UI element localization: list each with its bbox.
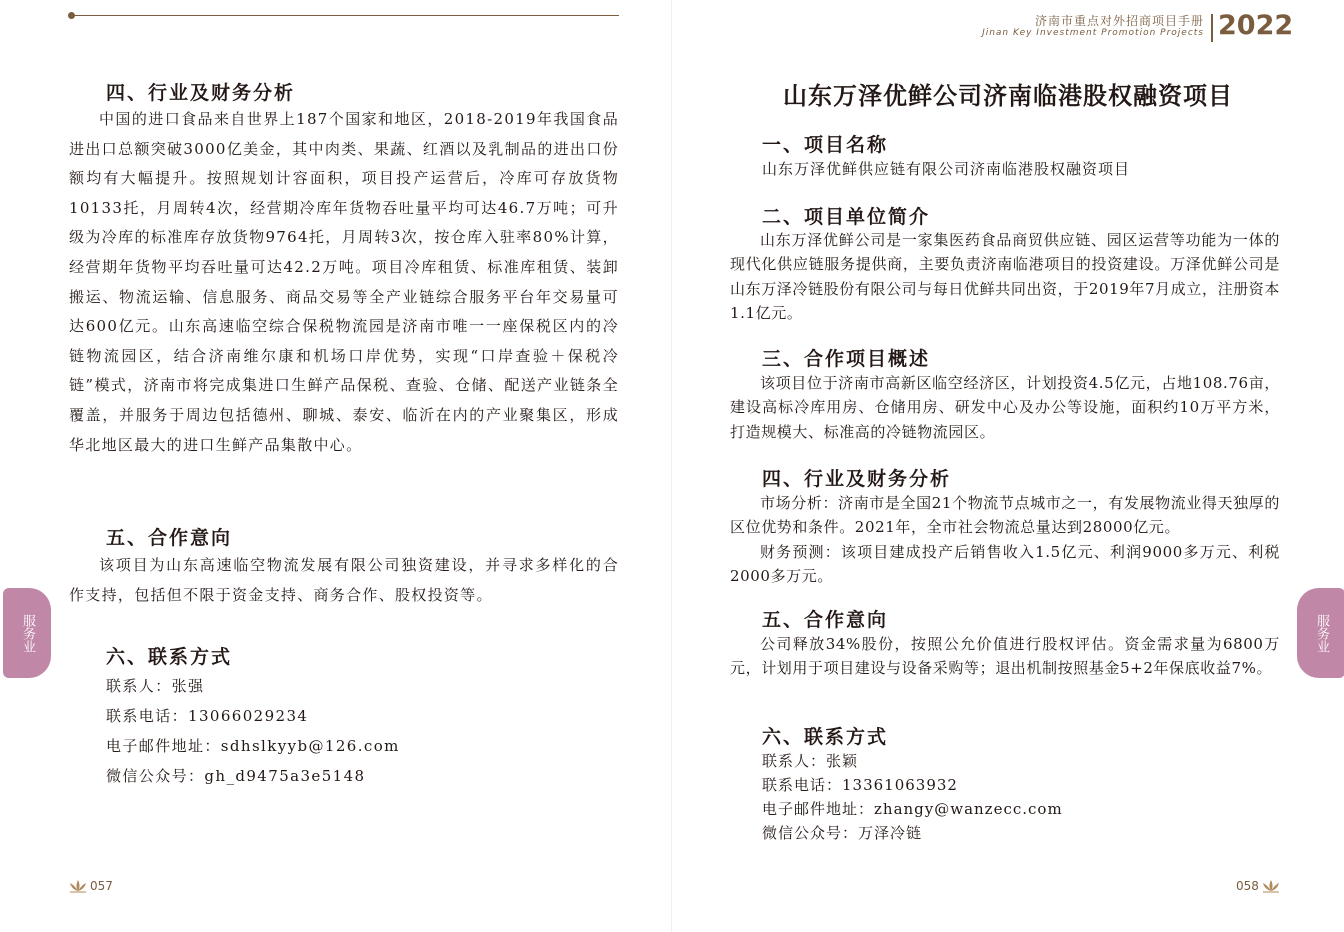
right-section5-text: 公司释放34%股份，按照公允价值进行股权评估。资金需求量为6800万元，计划用于项目建设与设备采购等；退出机制按照基金5+2年保底收益7%。: [730, 635, 1280, 678]
left-contact-wechat: 微信公众号：gh_d9475a3e5148: [106, 767, 366, 785]
lotus-icon: [1261, 879, 1281, 893]
right-contact-email: 电子邮件地址：zhangy@wanzecc.com: [762, 800, 1063, 818]
left-contact-email: 电子邮件地址：sdhslkyyb@126.com: [106, 737, 400, 755]
right-section1-heading: 一、项目名称: [762, 134, 889, 156]
side-tab-services-left[interactable]: 服务业: [3, 588, 51, 678]
right-section2-text: 山东万泽优鲜公司是一家集医药食品商贸供应链、园区运营等功能为一体的现代化供应链服务提供商，主要负责济南临港项目的投资建设。万泽优鲜公司是山东万泽冷链股份有限公司与每日优鲜共同出资，于2019年7月成立，注册资本1.1亿元。: [730, 231, 1280, 322]
right-contact-person: 联系人：张颖: [762, 752, 859, 770]
side-tab-services-right[interactable]: 服务业: [1297, 588, 1344, 678]
left-page-number-text: 057: [90, 879, 113, 893]
left-contact-person: 联系人：张强: [106, 677, 205, 695]
right-page-number: [1236, 879, 1281, 893]
right-contact-wechat: 微信公众号：万泽冷链: [762, 824, 923, 842]
right-section4-finance: 财务预测：该项目建成投产后销售收入1.5亿元、利润9000多万元、利税2000多万元。: [730, 543, 1280, 586]
right-section5-heading: 五、合作意向: [762, 609, 889, 631]
right-section4-heading: 四、行业及财务分析: [762, 468, 952, 490]
header-title-en: Jinan Key Investment Promotion Projects: [982, 28, 1204, 38]
left-section4-text: 中国的进口食品来自世界上187个国家和地区，2018-2019年我国食品进出口总额突破3000亿美金，其中肉类、果蔬、红酒以及乳制品的进出口份额均有大幅提升。按照规划计容面积，项目投产运营后，冷库可存放货物10133托，月周转4次，经营期冷库年货物吞吐量平均可达46.7万吨；可升级为冷库的标准库存放货物9764托，月周转3次，按仓库入驻率80%计算，经营期年货物平均吞吐量可达42.2万吨。项目冷库租赁、标准库租赁、装卸搬运、物流运输、信息服务、商品交易等全产业链综合服务平台年交易量可达600亿元。山东高速临空综合保税物流园是济南市唯一一座保税区内的冷链物流园区，结合济南维尔康和机场口岸优势，实现“口岸查验＋保税冷链”模式，济南市将完成集进口生鲜产品保税、查验、仓储、配送产业链条全覆盖，并服务于周边包括德州、聊城、泰安、临沂在内的产业聚集区，形成华北地区最大的进口生鲜产品集散中心。: [69, 110, 619, 454]
project-title: 山东万泽优鲜公司济南临港股权融资项目: [783, 81, 1233, 110]
right-section3-heading: 三、合作项目概述: [762, 348, 931, 370]
header-year: 2022: [1218, 10, 1294, 41]
left-section5-heading: 五、合作意向: [106, 527, 233, 549]
left-contact-phone: 联系电话：13066029234: [106, 707, 309, 725]
header-divider: [1211, 14, 1213, 42]
lotus-icon: [68, 879, 88, 893]
right-section6-heading: 六、联系方式: [762, 726, 889, 748]
left-page-number: [68, 879, 113, 893]
right-contact-phone: 联系电话：13361063932: [762, 776, 958, 794]
header-title-cn: 济南市重点对外招商项目手册: [1034, 14, 1204, 28]
right-section3-text: 该项目位于济南市高新区临空经济区，计划投资4.5亿元，占地108.76亩，建设高标冷库用房、仓储用房、研发中心及办公等设施，面积约10万平方米，打造规模大、标准高的冷链物流园区。: [730, 374, 1280, 441]
left-section5-text: 该项目为山东高速临空物流发展有限公司独资建设，并寻求多样化的合作支持，包括但不限于资金支持、商务合作、股权投资等。: [69, 556, 619, 604]
left-section6-heading: 六、联系方式: [106, 646, 233, 668]
right-section2-heading: 二、项目单位简介: [762, 206, 931, 228]
left-section4-heading: 四、行业及财务分析: [106, 82, 296, 104]
header-rule: [72, 15, 619, 16]
right-section1-text: 山东万泽优鲜供应链有限公司济南临港股权融资项目: [762, 160, 1131, 178]
right-page-number-text: 058: [1236, 879, 1259, 893]
right-page: [672, 0, 1344, 932]
right-section4-market: 市场分析：济南市是全国21个物流节点城市之一，有发展物流业得天独厚的区位优势和条件。2021年，全市社会物流总量达到28000亿元。: [730, 494, 1280, 537]
